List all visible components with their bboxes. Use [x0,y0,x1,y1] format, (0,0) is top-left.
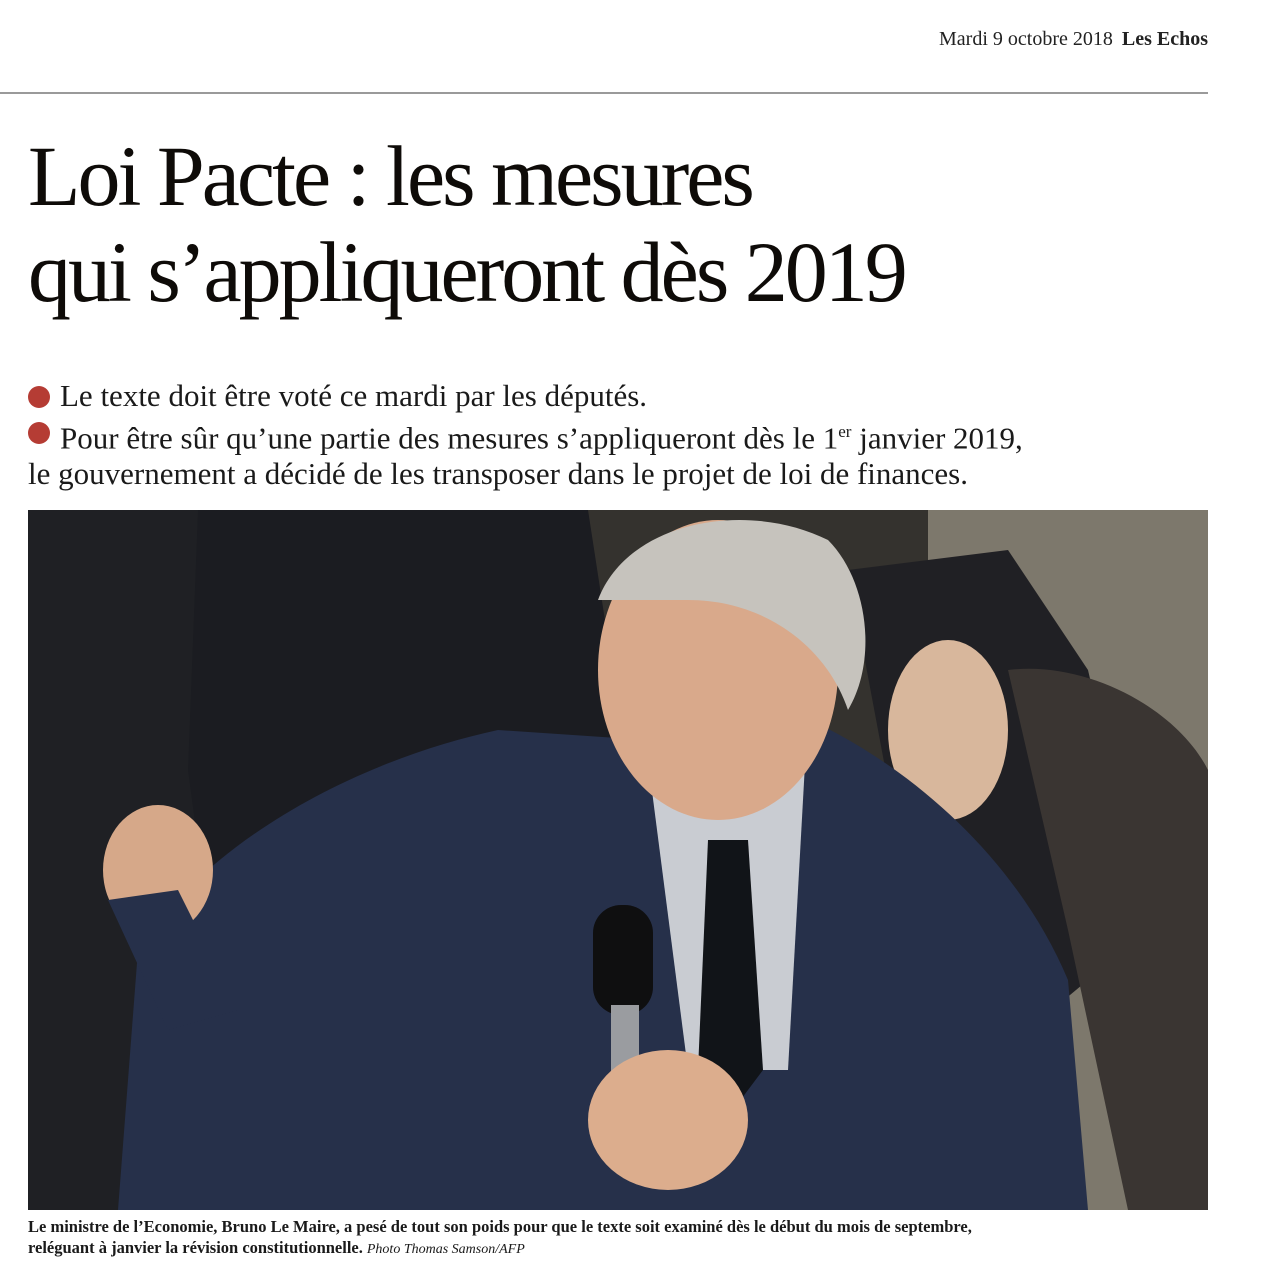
standfirst-item-2-continuation: le gouvernement a décidé de les transposer dans le projet de loi de finances. [28,456,968,492]
newspaper-brand: Les Echos [1121,28,1208,50]
headline-line-1: Loi Pacte : les mesures [28,128,752,224]
standfirst-item-2 [28,414,1218,456]
standfirst-item-1 [28,378,1218,414]
ordinal-superscript: er [838,422,852,441]
bullet-dot-icon [28,386,50,408]
caption-line-1: Le ministre de l’Economie, Bruno Le Maire, a pesé de tout son poids pour que le texte soit examiné dès le début du mois de septembre, [28,1217,972,1236]
article-photo [28,510,1208,1210]
page-header [939,28,1208,51]
article-headline [28,128,1228,320]
caption-line-2 [28,1237,1218,1260]
minister-photo-illustration [28,510,1208,1210]
photo-credit: Photo Thomas Samson/AFP [366,1242,525,1257]
bullet-dot-icon [28,422,50,444]
issue-date: Mardi 9 octobre 2018 [939,28,1113,50]
header-rule [0,92,1208,94]
standfirst-item-2-text-a: Pour être sûr qu’une partie des mesures s’appliqueront dès le 1 [60,420,839,456]
standfirst-item-1-text: Le texte doit être voté ce mardi par les députés. [60,378,648,413]
article-standfirst [28,378,1218,492]
headline-line-2: qui s’appliqueront dès 2019 [28,224,905,320]
standfirst-item-2-text-b: janvier 2019, [851,420,1023,456]
photo-caption [28,1216,1218,1260]
caption-line-2-text: reléguant à janvier la révision constitutionnelle. [28,1238,363,1257]
